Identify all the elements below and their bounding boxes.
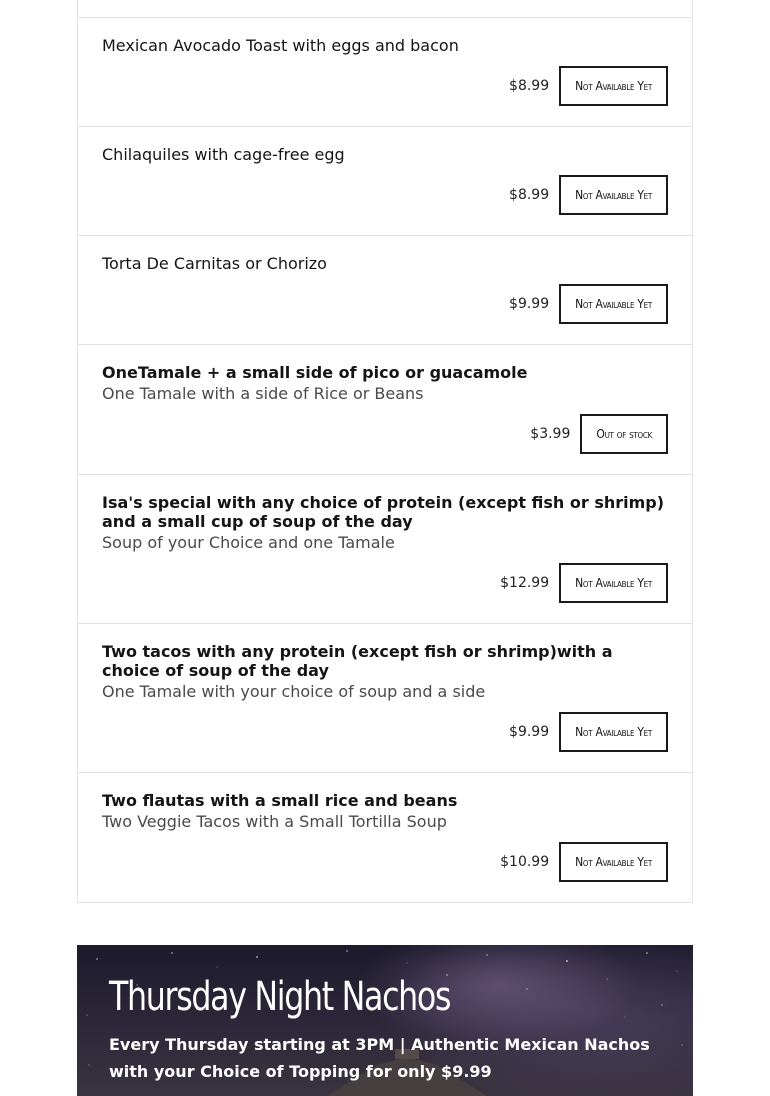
not-available-button[interactable]: Not Available Yet — [559, 284, 668, 324]
item-footer — [102, 842, 668, 882]
item-price: $8.99 — [509, 78, 550, 94]
item-name: OneTamale + a small side of pico or guacamole — [102, 363, 528, 382]
menu-list — [77, 0, 693, 903]
item-description: One Tamale with your choice of soup and a side — [102, 682, 486, 701]
out-of-stock-button[interactable]: Out of stock — [580, 414, 668, 454]
banner-text: Every Thursday starting at 3PM | Authentic Mexican Nachos with your Choice of Topping for only $9.99 — [109, 1035, 650, 1081]
item-price: $9.99 — [509, 296, 550, 312]
not-available-button[interactable]: Not Available Yet — [559, 66, 668, 106]
item-footer — [102, 712, 668, 752]
item-footer — [102, 66, 668, 106]
item-description: One Tamale with a side of Rice or Beans — [102, 384, 424, 403]
item-price: $9.99 — [509, 724, 550, 740]
not-available-button[interactable]: Not Available Yet — [559, 712, 668, 752]
item-name: Torta De Carnitas or Chorizo — [102, 254, 327, 273]
menu-item — [78, 236, 692, 345]
menu-item — [78, 18, 692, 127]
item-name: Isa's special with any choice of protein (except fish or shrimp) and a small cup of soup of the day — [102, 493, 665, 531]
menu-item — [78, 773, 692, 903]
item-footer — [102, 284, 668, 324]
item-name: Mexican Avocado Toast with eggs and bacon — [102, 36, 459, 55]
item-price: $8.99 — [509, 187, 550, 203]
menu-item — [78, 127, 692, 236]
item-name: Two flautas with a small rice and beans — [102, 791, 458, 810]
banner-title: Thursday Night Nachos — [109, 974, 451, 1020]
not-available-button[interactable]: Not Available Yet — [559, 563, 668, 603]
item-footer — [102, 414, 668, 454]
not-available-button[interactable]: Not Available Yet — [559, 175, 668, 215]
menu-item — [78, 475, 692, 624]
menu-item-previous — [78, 0, 692, 18]
not-available-button[interactable]: Not Available Yet — [559, 842, 668, 882]
item-footer — [102, 563, 668, 603]
menu-item — [78, 345, 692, 475]
menu-item — [78, 624, 692, 773]
item-name: Chilaquiles with cage-free egg — [102, 145, 345, 164]
item-name: Two tacos with any protein (except fish or shrimp)with a choice of soup of the day — [102, 642, 613, 680]
item-description: Two Veggie Tacos with a Small Tortilla Soup — [102, 812, 447, 831]
thursday-nachos-banner — [77, 945, 693, 1096]
item-price: $12.99 — [500, 575, 550, 591]
item-price: $3.99 — [530, 426, 571, 442]
item-description: Soup of your Choice and one Tamale — [102, 533, 395, 552]
item-price: $10.99 — [500, 854, 550, 870]
item-footer — [102, 175, 668, 215]
